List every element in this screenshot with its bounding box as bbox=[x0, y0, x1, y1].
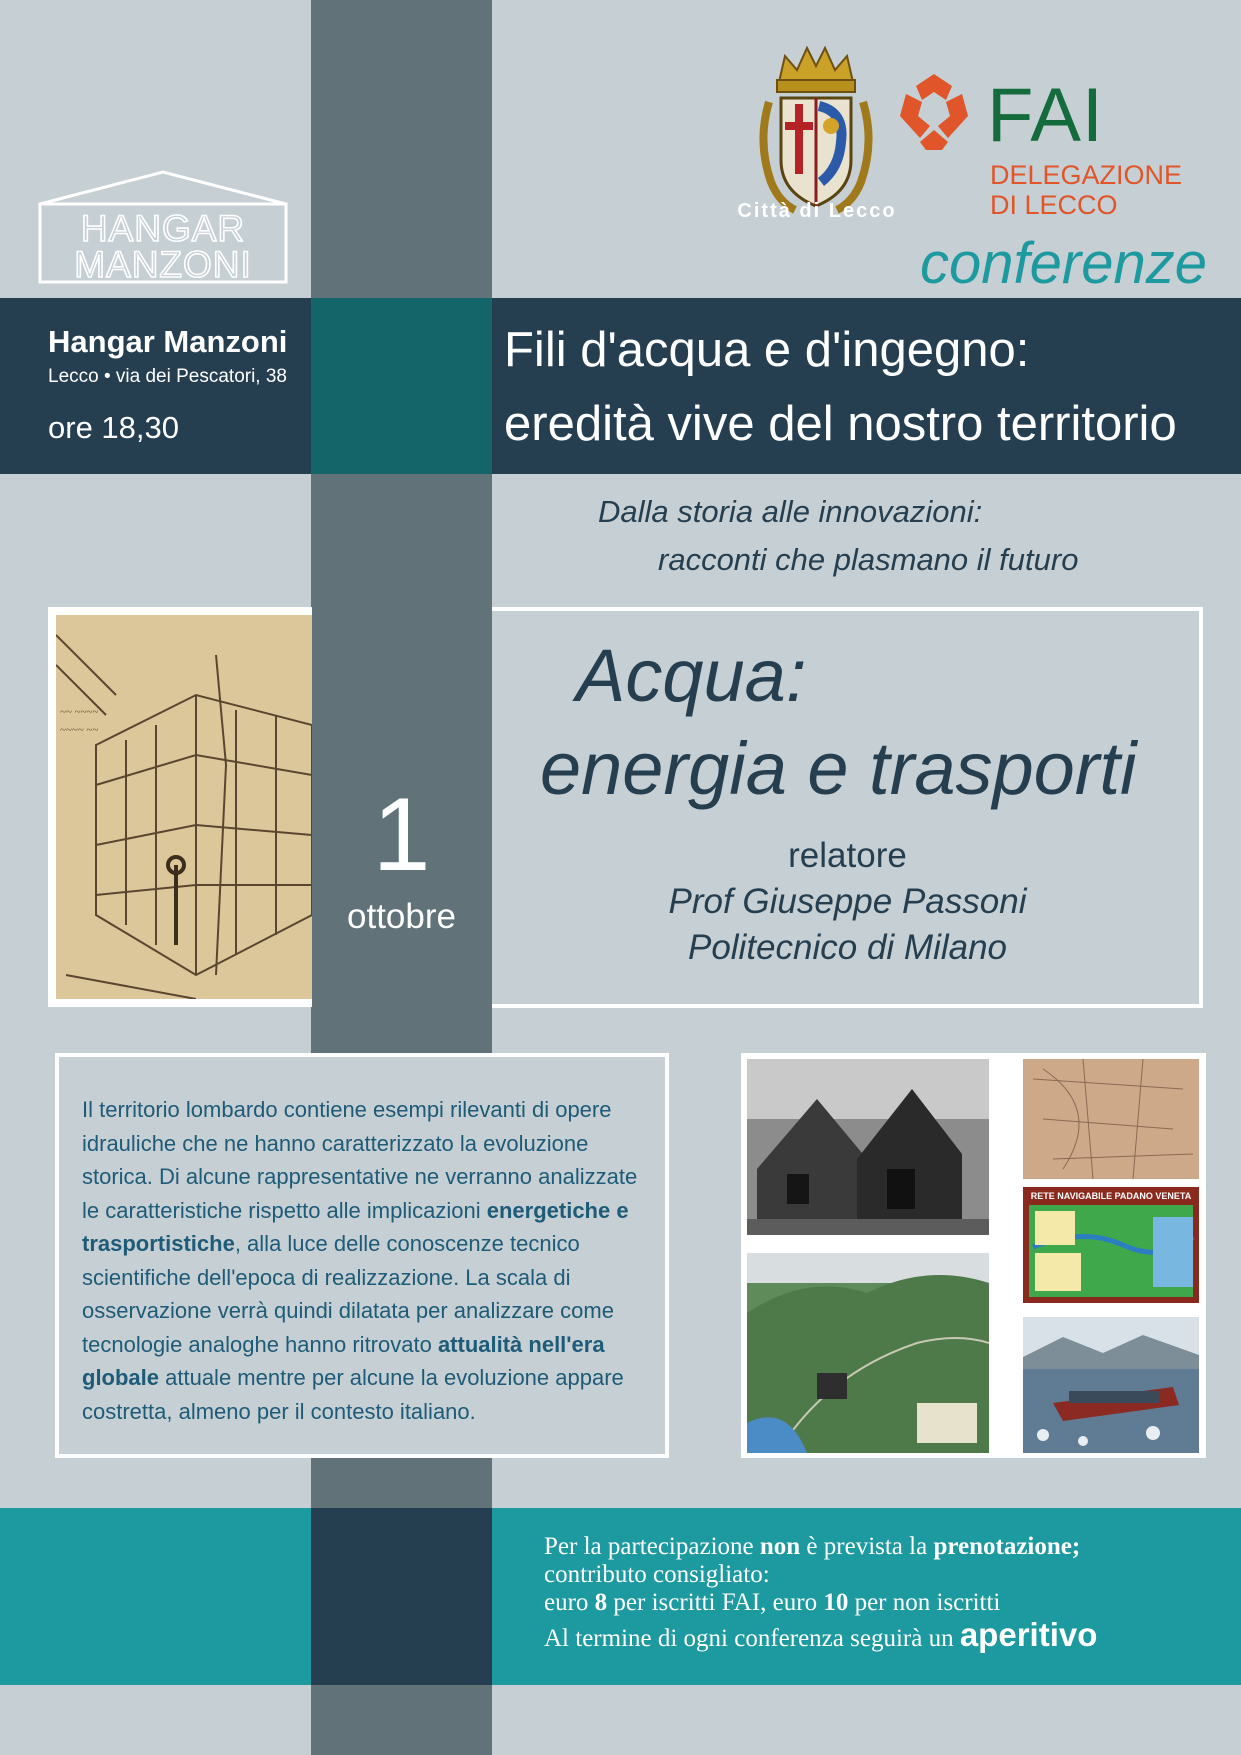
historic-house-photo bbox=[747, 1059, 989, 1235]
speaker-role: relatore bbox=[788, 836, 907, 875]
info-l1c: è prevista la bbox=[800, 1533, 934, 1560]
waterway-map bbox=[1023, 1187, 1199, 1303]
info-l3a: euro bbox=[544, 1589, 595, 1616]
desc-part2: , alla luce delle conoscenze tecnico scientifiche dell'epoca di realizzazione. La scala di osservazione verrà quindi dilatata per analizzare come tecnologie analoghe hanno ritrovato bbox=[82, 1231, 614, 1357]
hangar-logo-line1: HANGAR bbox=[80, 208, 246, 249]
info-line4 bbox=[544, 1616, 1098, 1653]
participation-info bbox=[544, 1533, 1097, 1653]
tagline-line2: racconti che plasmano il futuro bbox=[658, 542, 1079, 577]
info-line2: contributo consigliato: bbox=[544, 1561, 770, 1588]
venue-address: Lecco • via dei Pescatori, 38 bbox=[48, 366, 288, 387]
hangar-logo-line2: MANZONI bbox=[74, 244, 252, 285]
city-label: Città di Lecco bbox=[737, 200, 897, 222]
desc-part3: attuale mentre per alcune la evoluzione appare costretta, almeno per il contesto italiano. bbox=[82, 1365, 624, 1424]
fai-deleg-line2: DI LECCO bbox=[990, 190, 1118, 220]
desc-bold1: energetiche e trasportistiche bbox=[82, 1197, 629, 1256]
leonardo-sketch-image bbox=[48, 607, 312, 1007]
speaker-org: Politecnico di Milano bbox=[687, 928, 1008, 967]
container-ship-photo bbox=[1023, 1317, 1199, 1453]
desc-part1: Il territorio lombardo contiene esempi rilevanti di opere idrauliche che ne hanno caratterizzato la evoluzione storica. Di alcune rappresentative ne verranno analizzate le caratteristiche rispetto alle implicazioni bbox=[82, 1097, 638, 1223]
fai-wordmark: FAI bbox=[987, 73, 1105, 158]
venue-time: ore 18,30 bbox=[48, 410, 179, 445]
series-title-line2: eredità vive del nostro territorio bbox=[504, 397, 1177, 451]
event-day: 1 bbox=[372, 777, 431, 893]
aerial-view-photo bbox=[747, 1253, 989, 1453]
info-l3d: 10 bbox=[823, 1589, 849, 1616]
series-label: conferenze bbox=[920, 231, 1207, 296]
info-line3 bbox=[544, 1589, 1097, 1617]
fai-symbol-icon bbox=[896, 72, 972, 152]
info-l3b: 8 bbox=[594, 1589, 608, 1616]
speaker-name: Prof Giuseppe Passoni bbox=[668, 882, 1027, 921]
header-band-strip bbox=[311, 298, 492, 474]
tagline-line1: Dalla storia alle innovazioni: bbox=[598, 494, 983, 529]
fai-delegation bbox=[990, 160, 1182, 220]
info-l1b: non bbox=[759, 1533, 801, 1560]
map-title: RETE NAVIGABILE PADANO VENETA bbox=[1030, 1191, 1192, 1201]
talk-title-line1: Acqua: bbox=[576, 634, 807, 717]
info-l1a: Per la partecipazione bbox=[544, 1533, 760, 1560]
series-title-line1: Fili d'acqua e d'ingegno: bbox=[504, 323, 1030, 377]
footer-band-strip bbox=[311, 1508, 492, 1685]
info-l3e: per non iscritti bbox=[848, 1589, 1001, 1616]
info-l1d: prenotazione; bbox=[933, 1533, 1081, 1560]
info-l4a: Al termine di ogni conferenza seguirà un bbox=[544, 1625, 960, 1652]
info-line1 bbox=[544, 1533, 1097, 1561]
talk-title-line2: energia e trasporti bbox=[540, 727, 1137, 810]
event-month: ottobre bbox=[347, 897, 456, 936]
venue-name: Hangar Manzoni bbox=[48, 324, 288, 359]
aperitivo-label: aperitivo bbox=[959, 1616, 1098, 1653]
old-map-photo bbox=[1023, 1059, 1199, 1179]
hangar-manzoni-logo bbox=[36, 168, 290, 286]
svg-text:~~ ~~~~: ~~ ~~~~ bbox=[60, 706, 99, 718]
info-l3c: per iscritti FAI, euro bbox=[607, 1589, 824, 1616]
description-text bbox=[82, 1093, 642, 1428]
desc-bold2: attualità nell'era globale bbox=[82, 1331, 605, 1390]
svg-text:~~~~ ~~: ~~~~ ~~ bbox=[60, 724, 99, 736]
photo-collage bbox=[741, 1053, 1206, 1458]
fai-deleg-line1: DELEGAZIONE bbox=[990, 160, 1183, 190]
